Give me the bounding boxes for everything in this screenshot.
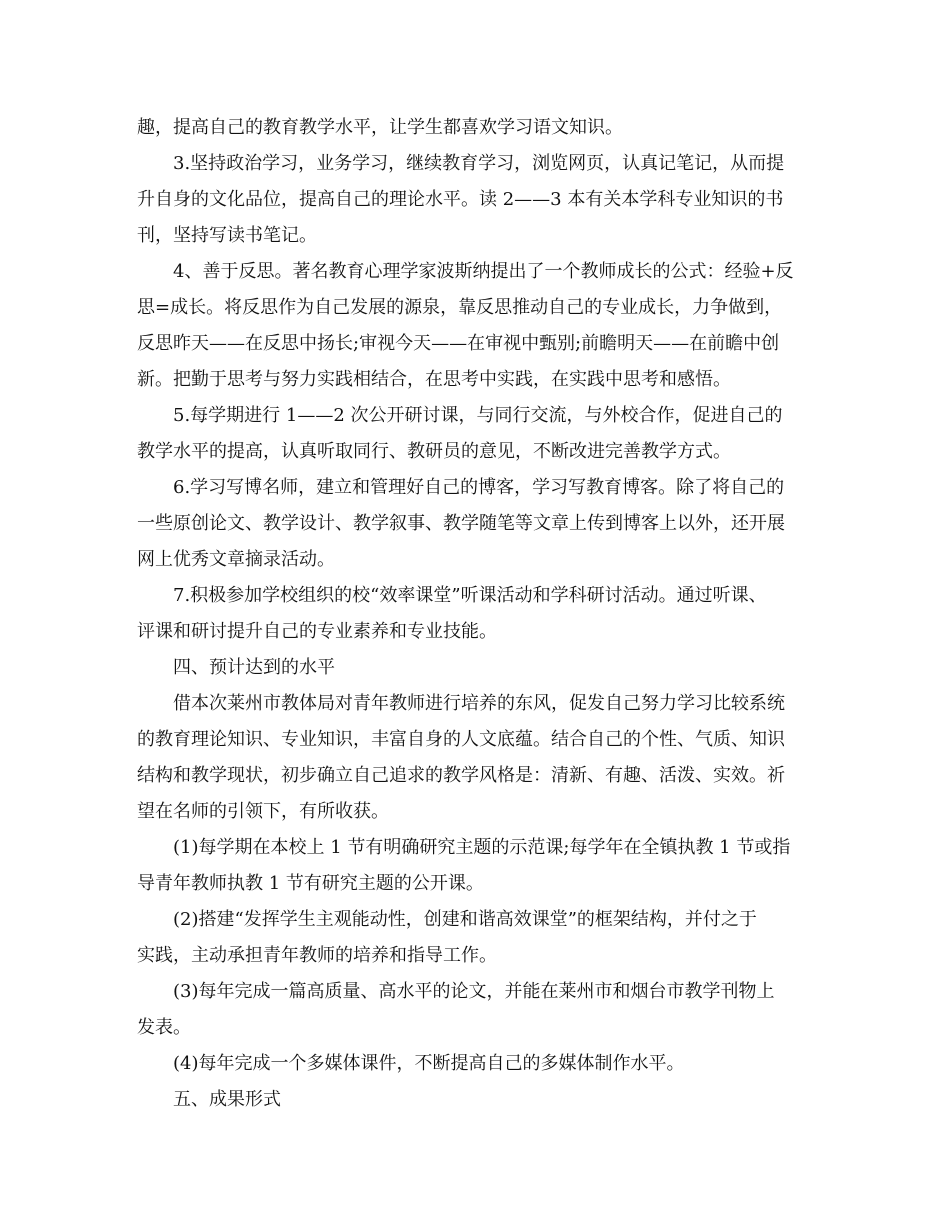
section-heading: 五、成果形式 <box>173 1089 281 1110</box>
text-line: (2)搭建“发挥学生主观能动性，创建和谐高效课堂”的框架结构，并付之于 <box>173 909 757 930</box>
text-line: 刊，坚持写读书笔记。 <box>137 225 317 246</box>
text-line: (3)每年完成一篇高质量、高水平的论文，并能在莱州市和烟台市教学刊物上 <box>173 981 775 1002</box>
text-line: 思=成长。将反思作为自己发展的源泉，靠反思推动自己的专业成长，力争做到， <box>137 297 783 318</box>
text-line: 网上优秀文章摘录活动。 <box>137 549 335 570</box>
text-line: 6.学习写博名师，建立和管理好自己的博客，学习写教育博客。除了将自己的 <box>173 477 785 498</box>
section-heading: 四、预计达到的水平 <box>173 657 335 678</box>
text-line: (4)每年完成一个多媒体课件，不断提高自己的多媒体制作水平。 <box>173 1053 685 1074</box>
text-line: 实践，主动承担青年教师的培养和指导工作。 <box>137 945 497 966</box>
text-line: 望在名师的引领下，有所收获。 <box>137 801 389 822</box>
text-line: 借本次莱州市教体局对青年教师进行培养的东风，促发自己努力学习比较系统 <box>173 693 785 714</box>
text-line: 3.坚持政治学习，业务学习，继续教育学习，浏览网页，认真记笔记，从而提 <box>173 153 785 174</box>
text-line: 教学水平的提高，认真听取同行、教研员的意见，不断改进完善教学方式。 <box>137 441 731 462</box>
text-line: 趣，提高自己的教育教学水平，让学生都喜欢学习语文知识。 <box>137 117 623 138</box>
text-line: 一些原创论文、教学设计、教学叙事、教学随笔等文章上传到博客上以外，还开展 <box>137 513 785 534</box>
text-line: 发表。 <box>137 1017 191 1038</box>
text-line: 反思昨天——在反思中扬长;审视今天——在审视中甄别;前瞻明天——在前瞻中创 <box>137 333 780 354</box>
text-line: 评课和研讨提升自己的专业素养和专业技能。 <box>137 621 497 642</box>
text-line: (1)每学期在本校上 1 节有明确研究主题的示范课;每学年在全镇执教 1 节或指 <box>173 837 791 858</box>
text-line: 导青年教师执教 1 节有研究主题的公开课。 <box>137 873 484 894</box>
text-line: 7.积极参加学校组织的校“效率课堂”听课活动和学科研讨活动。通过听课、 <box>173 585 767 606</box>
text-line: 5.每学期进行 1——2 次公开研讨课，与同行交流，与外校合作，促进自己的 <box>173 405 783 426</box>
text-line: 的教育理论知识、专业知识，丰富自身的人文底蕴。结合自己的个性、气质、知识 <box>137 729 785 750</box>
text-line: 新。把勤于思考与努力实践相结合，在思考中实践，在实践中思考和感悟。 <box>137 369 731 390</box>
text-line: 升自身的文化品位，提高自己的理论水平。读 2——3 本有关本学科专业知识的书 <box>137 189 784 210</box>
text-line: 4、善于反思。著名教育心理学家波斯纳提出了一个教师成长的公式：经验+反 <box>173 261 794 282</box>
text-line: 结构和教学现状，初步确立自己追求的教学风格是：清新、有趣、活泼、实效。祈 <box>137 765 785 786</box>
